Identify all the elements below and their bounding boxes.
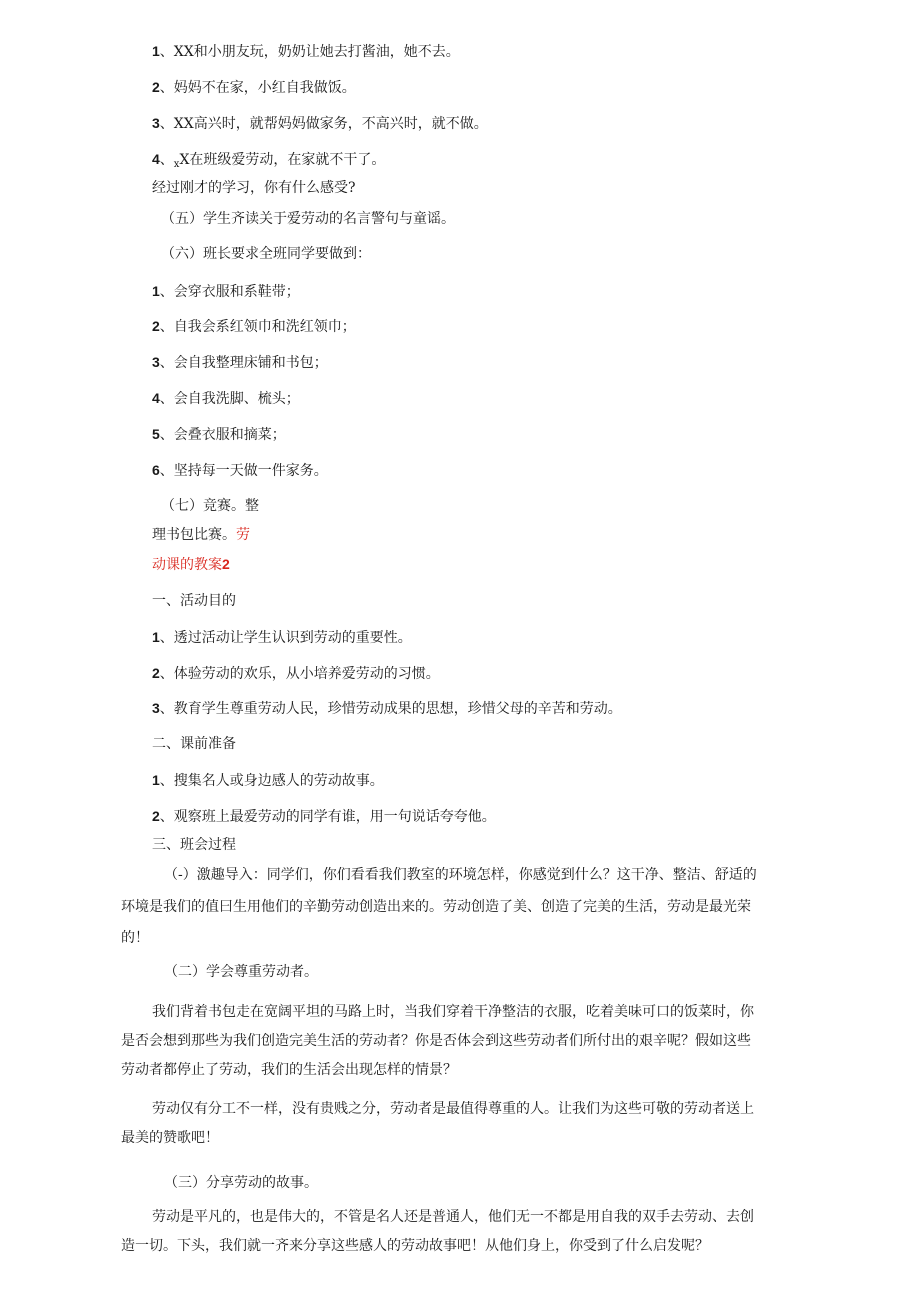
paragraph-line: （五）学生齐读关于爱劳动的名言警句与童谣。 [161,211,455,227]
paragraph-line: 1、透过活动让学生认识到劳动的重要性。 [152,629,412,646]
paragraph-line: 6、坚持每一天做一件家务。 [152,462,328,479]
paragraph-line: 劳动仅有分工不一样，没有贵贱之分，劳动者是最值得尊重的人。让我们为这些可敬的劳动者送上 [152,1101,754,1117]
paragraph-line: 4、$_x$X在班级爱劳动，在家就不干了。 [152,151,386,170]
paragraph-line: 劳动是平凡的，也是伟大的，不管是名人还是普通人，他们无一不都是用自我的双手去劳动、去创 [152,1209,754,1225]
paragraph-line: 2、自我会系红领巾和洗红领巾； [152,318,356,335]
paragraph-line: 造一切。下头，我们就一齐来分享这些感人的劳动故事吧！从他们身上，你受到了什么启发呢？ [121,1238,709,1254]
paragraph-line: 1、会穿衣服和系鞋带； [152,283,300,300]
paragraph-line: 是否会想到那些为我们创造完美生活的劳动者？你是否体会到这些劳动者们所付出的艰辛呢？假如这些 [121,1033,751,1049]
section-heading: 一、活动目的 [152,593,236,609]
paragraph-line: 2、妈妈不在家，小红自我做饭。 [152,79,356,96]
paragraph-line: 3、教育学生尊重劳动人民，珍惜劳动成果的思想，珍惜父母的辛苦和劳动。 [152,700,622,717]
section-title: 动课的教案2 [152,556,230,573]
paragraph-line: 4、会自我洗脚、梳头； [152,390,300,407]
paragraph-line: 3、会自我整理床铺和书包； [152,354,328,371]
section-heading: 三、班会过程 [152,837,236,853]
paragraph-line: 环境是我们的值曰生用他们的辛勤劳动创造出来的。劳动创造了美、创造了完美的生活，劳动是最光荣 [121,899,751,915]
paragraph-line: 3、XX高兴时，就帮妈妈做家务，不高兴时，就不做。 [152,115,488,132]
paragraph-line: （-）激趣导入：同学们，你们看看我们教室的环境怎样，你感觉到什么？这干净、整洁、舒适的 [164,867,757,883]
paragraph-line: 最美的赞歌吧！ [121,1130,219,1146]
paragraph-line: 2、体验劳动的欢乐，从小培养爱劳动的习惯。 [152,665,440,682]
paragraph-line: 我们背着书包走在宽阔平坦的马路上时，当我们穿着干净整洁的衣服，吃着美味可口的饭菜时，你 [152,1004,754,1020]
paragraph-line: 1、搜集名人或身边感人的劳动故事。 [152,772,384,789]
paragraph-line: 劳动者都停止了劳动，我们的生活会出现怎样的情景？ [121,1062,457,1078]
paragraph-line: 经过刚才的学习，你有什么感受? [152,180,356,196]
section-heading: 二、课前准备 [152,736,236,752]
paragraph-line: 1、XX和小朋友玩，奶奶让她去打酱油，她不去。 [152,43,460,60]
paragraph-line: 5、会叠衣服和摘菜； [152,426,286,443]
paragraph-line: 2、观察班上最爱劳动的同学有谁，用一句说话夸夸他。 [152,808,496,825]
paragraph-line: （三）分享劳动的故事。 [164,1175,318,1191]
paragraph-line: （七）竞赛。整 [161,498,259,514]
paragraph-line: 的！ [121,930,149,946]
paragraph-line: （六）班长要求全班同学要做到： [161,246,371,262]
paragraph-line: （二）学会尊重劳动者。 [164,964,318,980]
paragraph-line: 理书包比赛。劳 [152,527,250,543]
